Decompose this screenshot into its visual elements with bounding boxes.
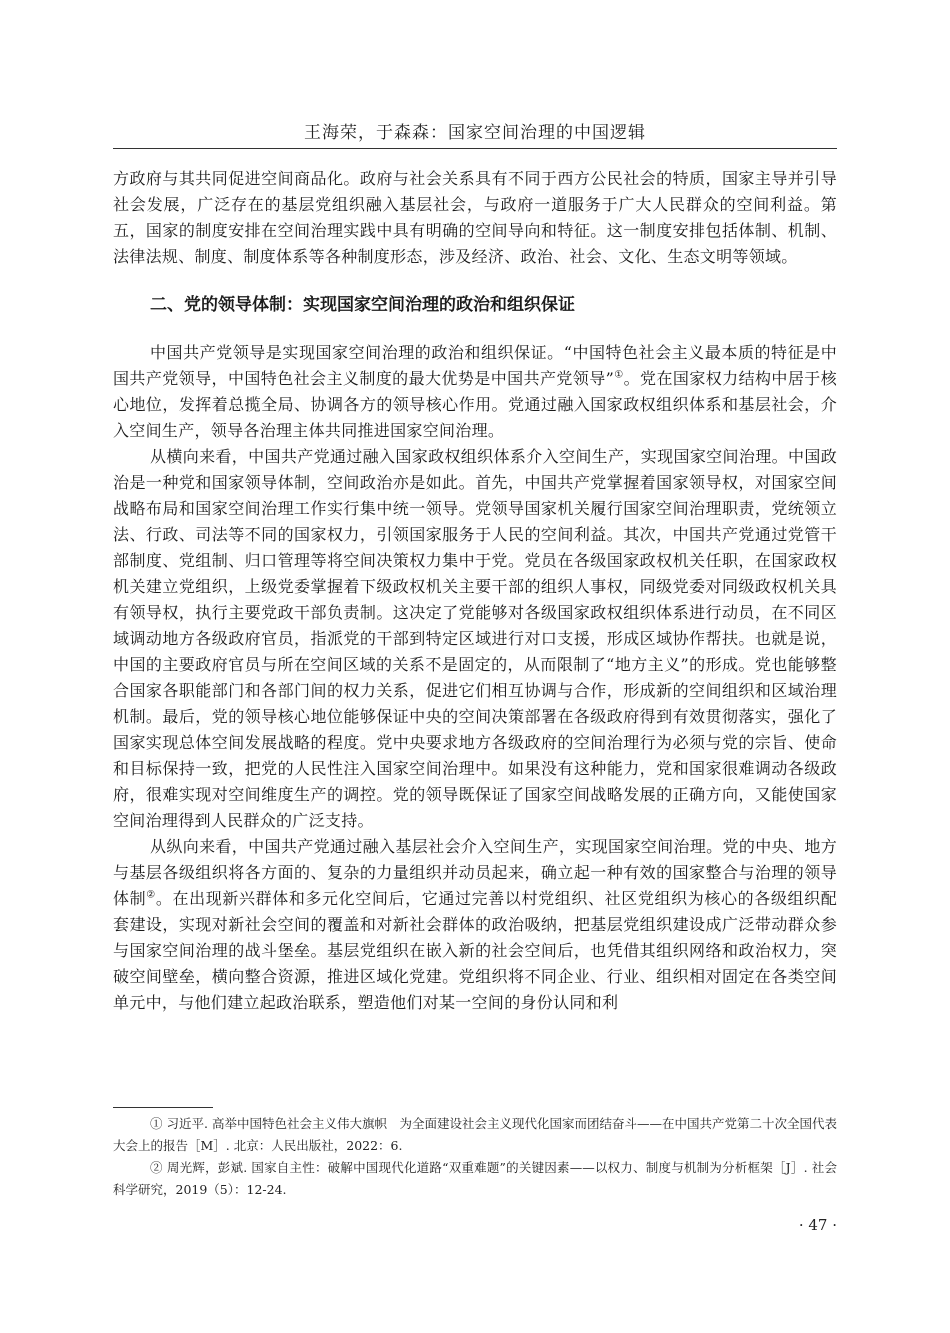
running-header: 王海荣，于森森：国家空间治理的中国逻辑 [304,123,646,143]
footnote-1 [113,1113,837,1157]
paragraph-text: 中国共产党领导是实现国家空间治理的政治和组织保证。“中国特色社会主义最本质的特征是中国共产党领导，中国特色社会主义制度的最大优势是中国共产党领导” [113,343,837,388]
paragraph-horizontal: 从横向来看，中国共产党通过融入国家政权组织体系介入空间生产，实现国家空间治理。中国政治是一种党和国家领导体制，空间政治亦是如此。首先，中国共产党掌握着国家领导权，对国家空间战略布局和国家空间治理工作实行集中统一领导。党领导国家机关履行国家空间治理职责，党统领立法、行政、司法等不同的国家权力，引领国家服务于人民的空间利益。其次，中国共产党通过党管干部制度、党组制、归口管理等将空间决策权力集中于党。党员在各级国家政权机关任职，在国家政权机关建立党组织，上级党委掌握着下级政权机关主要干部的组织人事权，同级党委对同级政权机关具有领导权，执行主要党政干部负责制。这决定了党能够对各级国家政权组织体系进行动员，在不同区域调动地方各级政府官员，指派党的干部到特定区域进行对口支援，形成区域协作帮扶。也就是说，中国的主要政府官员与所在空间区域的关系不是固定的，从而限制了“地方主义”的形成。党也能够整合国家各职能部门和各部门间的权力关系，促进它们相互协调与合作，形成新的空间组织和区域治理机制。最后，党的领导核心地位能够保证中央的空间决策部署在各级政府得到有效贯彻落实，强化了国家实现总体空间发展战略的程度。党中央要求地方各级政府的空间治理行为必须与党的宗旨、使命和目标保持一致，把党的人民性注入国家空间治理中。如果没有这种能力，党和国家很难调动各级政府，很难实现对空间维度生产的调控。党的领导既保证了国家空间战略发展的正确方向，又能使国家空间治理得到人民群众的广泛支持。 [113,447,837,830]
footnote-ref-1[interactable]: ① [614,369,624,381]
paragraph-vertical [113,834,837,1016]
footnote-ref-2[interactable]: ② [146,889,156,901]
footnote-mark: ② [150,1160,163,1175]
footnote-mark: ① [150,1116,163,1131]
paragraph-text: 从纵向来看，中国共产党通过融入基层社会介入空间生产，实现国家空间治理。党的中央、地方与基层各级组织将各方面的、复杂的力量组织并动员起来，确立起一种有效的国家整合与治理的领导体制 [113,837,837,908]
section-heading: 二、党的领导体制：实现国家空间治理的政治和组织保证 [150,295,575,315]
footnote-text: 周光辉，彭斌. 国家自主性：破解中国现代化道路“双重难题”的关键因素——以权力、制度与机制为分析框架［J］. 社会科学研究，2019（5）：12-24. [113,1160,837,1197]
paragraph-text: 。党在国家权力结构中居于核心地位，发挥着总揽全局、协调各方的领导核心作用。党通过融入国家政权组织体系和基层社会，介入空间生产，领导各治理主体共同推进国家空间治理。 [113,369,837,440]
article-body [113,166,837,1016]
footnotes [113,1113,837,1201]
footnote-text: 习近平. 高举中国特色社会主义伟大旗帜 为全面建设社会主义现代化国家而团结奋斗——在中国共产党第二十次全国代表大会上的报告［M］. 北京：人民出版社，2022：6. [113,1116,837,1153]
footnote-2 [113,1157,837,1201]
paragraph-party-leadership [113,340,837,444]
paragraph-text: 。在出现新兴群体和多元化空间后，它通过完善以村党组织、社区党组织为核心的各级组织配套建设，实现对新社会空间的覆盖和对新社会群体的政治吸纳，把基层党组织建设成广泛带动群众参与国家空间治理的战斗堡垒。基层党组织在嵌入新的社会空间后，也凭借其组织网络和政治权力，突破空间壁垒，横向整合资源，推进区域化党建。党组织将不同企业、行业、组织相对固定在各类空间单元中，与他们建立起政治联系，塑造他们对某一空间的身份认同和利 [113,889,837,1012]
paragraph-continuation: 方政府与其共同促进空间商品化。政府与社会关系具有不同于西方公民社会的特质，国家主导并引导社会发展，广泛存在的基层党组织融入基层社会，与政府一道服务于广大人民群众的空间利益。第五，国家的制度安排在空间治理实践中具有明确的空间导向和特征。这一制度安排包括体制、机制、法律法规、制度、制度体系等各种制度形态，涉及经济、政治、社会、文化、生态文明等领域。 [113,169,837,266]
page-number: · 47 · [798,1216,837,1234]
header-rule [113,148,837,149]
footnote-rule [113,1107,213,1108]
